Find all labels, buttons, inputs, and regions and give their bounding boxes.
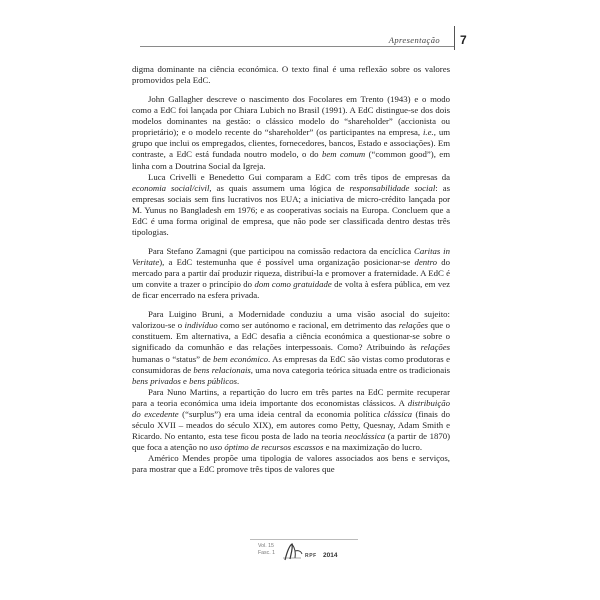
page-header [0,0,600,60]
volume-label: Vol. 15 [258,543,274,549]
paragraph: digma dominante na ciência económica. O texto final é uma reflexão sobre os valores promovidos pela EdC. [132,64,450,86]
header-separator [454,26,455,50]
volume-info [258,543,275,556]
paragraph: Para Stefano Zamagni (que participou na comissão redactora da encíclica Caritas in Veritate), a EdC testemunha que é possível uma organização posicionar-se dentro do mercado para a partir daí produzir riqueza, distribuí-la e promover a fraternidade. A EdC é um convite a trazer o princípio do dom como gratuidade de volta à esfera pública, em vez de ficar encerrado na esfera privada. [132,245,451,301]
paragraph: Para Nuno Martins, a repartição do lucro em três partes na EdC permite recuperar para a teoria económica uma ideia importante dos economistas clássicos. A distribuição do excedente (“surplus”) era uma ideia central da economia política clássica (finais do século XVII – meados do século XIX), em autores como Petty, Quesnay, Adam Smith e Ricardo. No entanto, esta tese ficou posta de lado na teoria neoclássica (a partir de 1870) que foca a atenção no uso óptimo de recursos escassos e na maximização do lucro. [132,386,451,452]
journal-logo-icon [281,542,305,562]
page-number: 7 [460,33,467,47]
paragraph: Américo Mendes propõe uma tipologia de valores associados aos bens e serviços, para mostrar que a EdC promove três tipos de valores que [132,453,450,475]
paragraph: Luca Crivelli e Benedetto Gui comparam a EdC com três tipos de empresas da economia social/civil, as quais assumem uma lógica de responsabilidade social: as empresas sociais sem fins lucrativos nos EUA; a iniciativa de micro-crédito lançada por M. Yunus no Bangladesh em 1976; e as cooperativas sociais na Europa. Concluem que a EdC é uma forma original de empresa, que não pode ser classificada dentro destas três tipologias. [132,171,450,237]
journal-abbrev: RPF [305,553,317,559]
footer-rule [250,539,358,540]
page-footer [250,542,370,568]
paragraph: John Gallagher descreve o nascimento dos Focolares em Trento (1943) e o modo como a EdC foi lançada por Chiara Lubich no Brasil (1991). A EdC distingue-se dos dois modelos dominantes na gestão: o clássico modelo do “shareholder” (accionista ou proprietário); e o modelo recente do “shareholder” (os participantes na empresa, i.e., um grupo que inclui os empregados, clientes, fornecedores, bancos, Estado e associações). Em contraste, a EdC está fundada noutro modelo, o do bem comum (“common good”), em linha com a Doutrina Social da Igreja. [132,94,451,171]
publication-year: 2014 [323,552,338,559]
paragraph: Para Luigino Bruni, a Modernidade conduziu a uma visão asocial do sujeito: valorizou-se o indivíduo como ser autónomo e racional, em detrimento das relações que o constituem. Em alternativa, a EdC desafia a ciência económica a questionar-se sobre o significado da comunhão e das relações interpessoais. Como? Atribuindo às relações humanas o “status” de bem económico. As empresas da EdC são vistas como produtoras e consumidoras de bens relacionais, uma nova categoria teórica situada entre os tradicionais bens privados e bens públicos. [132,309,451,386]
body-text [132,64,450,475]
header-rule [140,46,454,47]
running-title: Apresentação [388,35,440,45]
fascicle-label: Fasc. 1 [258,549,276,556]
